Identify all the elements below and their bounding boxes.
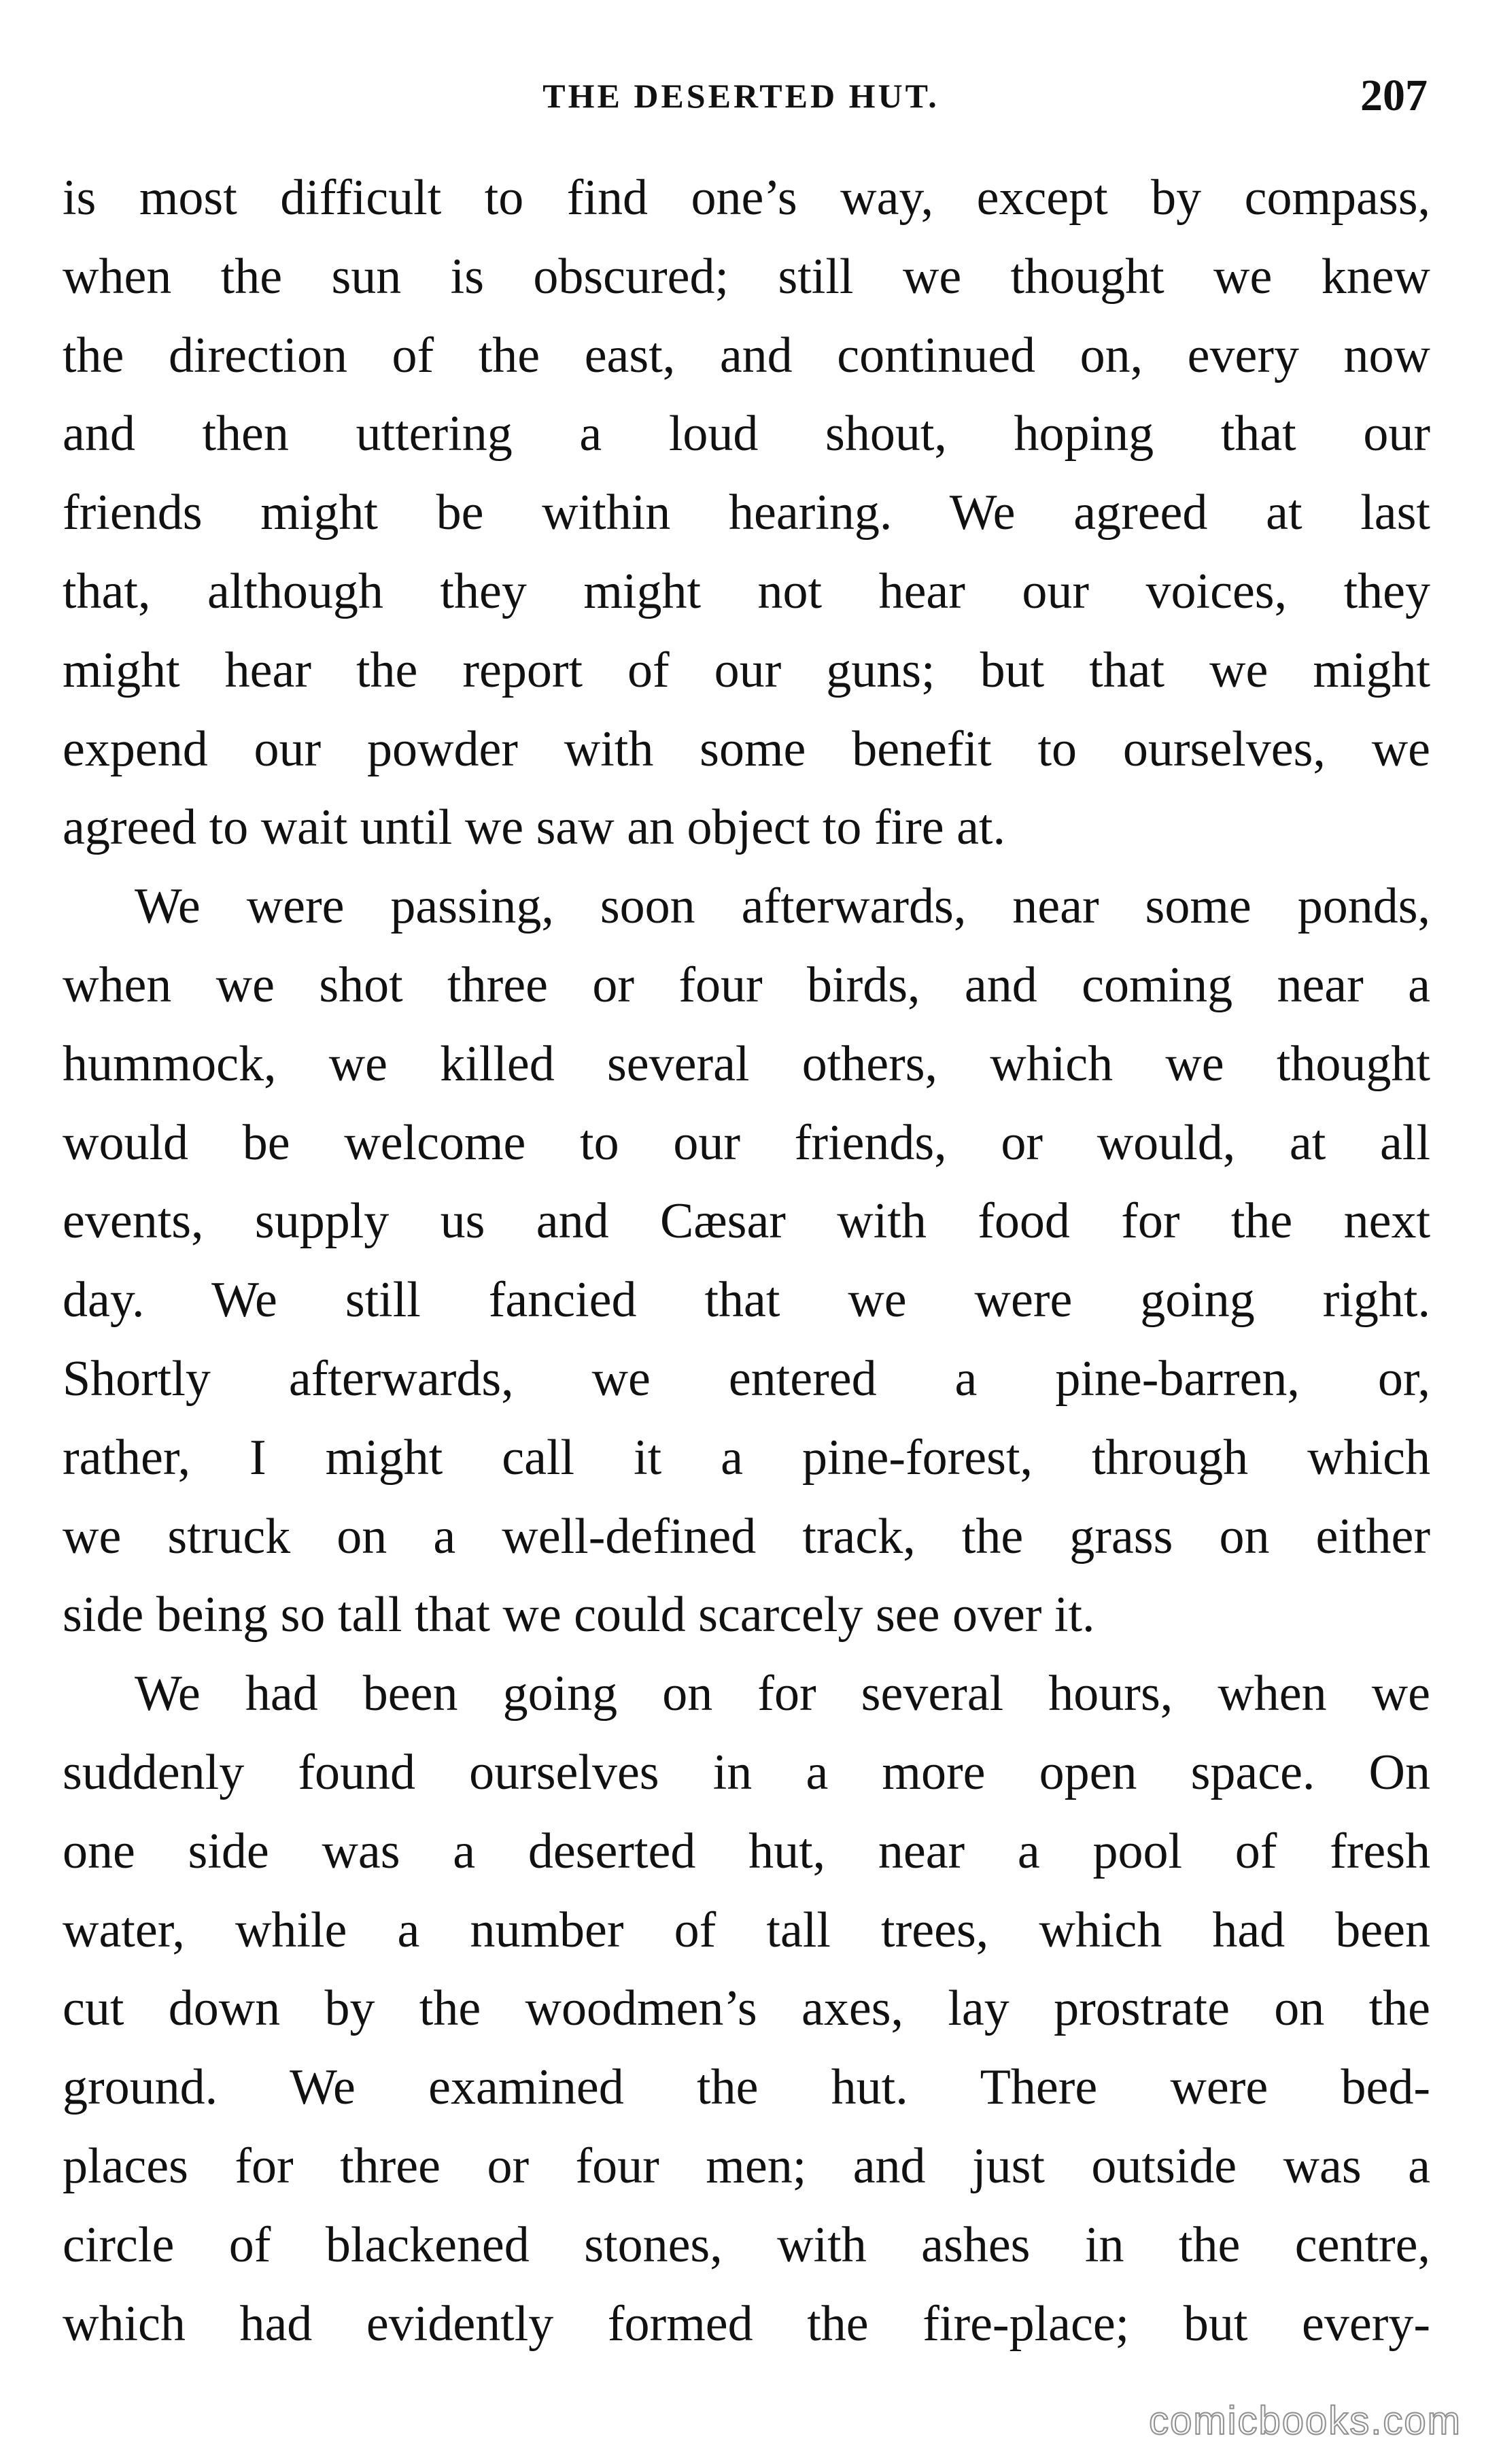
text-line: agreed to wait until we saw an object to fire at. [63,800,1005,856]
text-line: when the sun is obscured; still we thought we knew [63,248,1430,305]
text-line: one side was a deserted hut, near a pool of fresh [63,1823,1430,1879]
text-line: We were passing, soon afterwards, near some ponds, [135,878,1430,935]
text-line: might hear the report of our guns; but that we might [63,642,1430,698]
text-line: which had evidently formed the fire-place; but every- [63,2295,1430,2352]
text-line: expend our powder with some benefit to ourselves, we [63,721,1430,777]
text-line: circle of blackened stones, with ashes in the centre, [63,2217,1430,2273]
text-line: suddenly found ourselves in a more open space. On [63,1744,1430,1800]
text-line: Shortly afterwards, we entered a pine-barren, or, [63,1350,1430,1407]
text-line: cut down by the woodmen’s axes, lay prostrate on the [63,1981,1430,2037]
text-line: events, supply us and Cæsar with food for the next [63,1193,1430,1250]
watermark-logo: comicbooks.com [1149,2399,1462,2443]
text-line: would be welcome to our friends, or would, at all [63,1114,1430,1171]
text-line: that, although they might not hear our voices, they [63,563,1430,619]
text-line: is most difficult to find one’s way, except by compass, [63,170,1430,226]
text-line: rather, I might call it a pine-forest, through which [63,1429,1430,1486]
text-line: hummock, we killed several others, which we thought [63,1036,1430,1092]
chapter-title: THE DESERTED HUT. [542,77,939,115]
text-line: we struck on a well-defined track, the grass on either [63,1508,1430,1564]
text-line: when we shot three or four birds, and coming near a [63,957,1430,1013]
text-line: ground. We examined the hut. There were bed- [63,2059,1430,2116]
text-line: We had been going on for several hours, when we [135,1666,1430,1722]
running-header [54,65,1428,126]
text-line: day. We still fancied that we were going right. [63,1272,1430,1329]
text-line: and then uttering a loud shout, hoping that our [63,406,1430,462]
text-line: places for three or four men; and just outside was a [63,2138,1430,2194]
text-line: friends might be within hearing. We agreed at last [63,485,1430,541]
page-number: 207 [1360,71,1428,120]
body-text [63,159,1430,2363]
text-line: water, while a number of tall trees, which had been [63,1902,1430,1958]
text-line: the direction of the east, and continued on, every now [63,327,1430,383]
text-line: side being so tall that we could scarcely see over it. [63,1587,1095,1643]
